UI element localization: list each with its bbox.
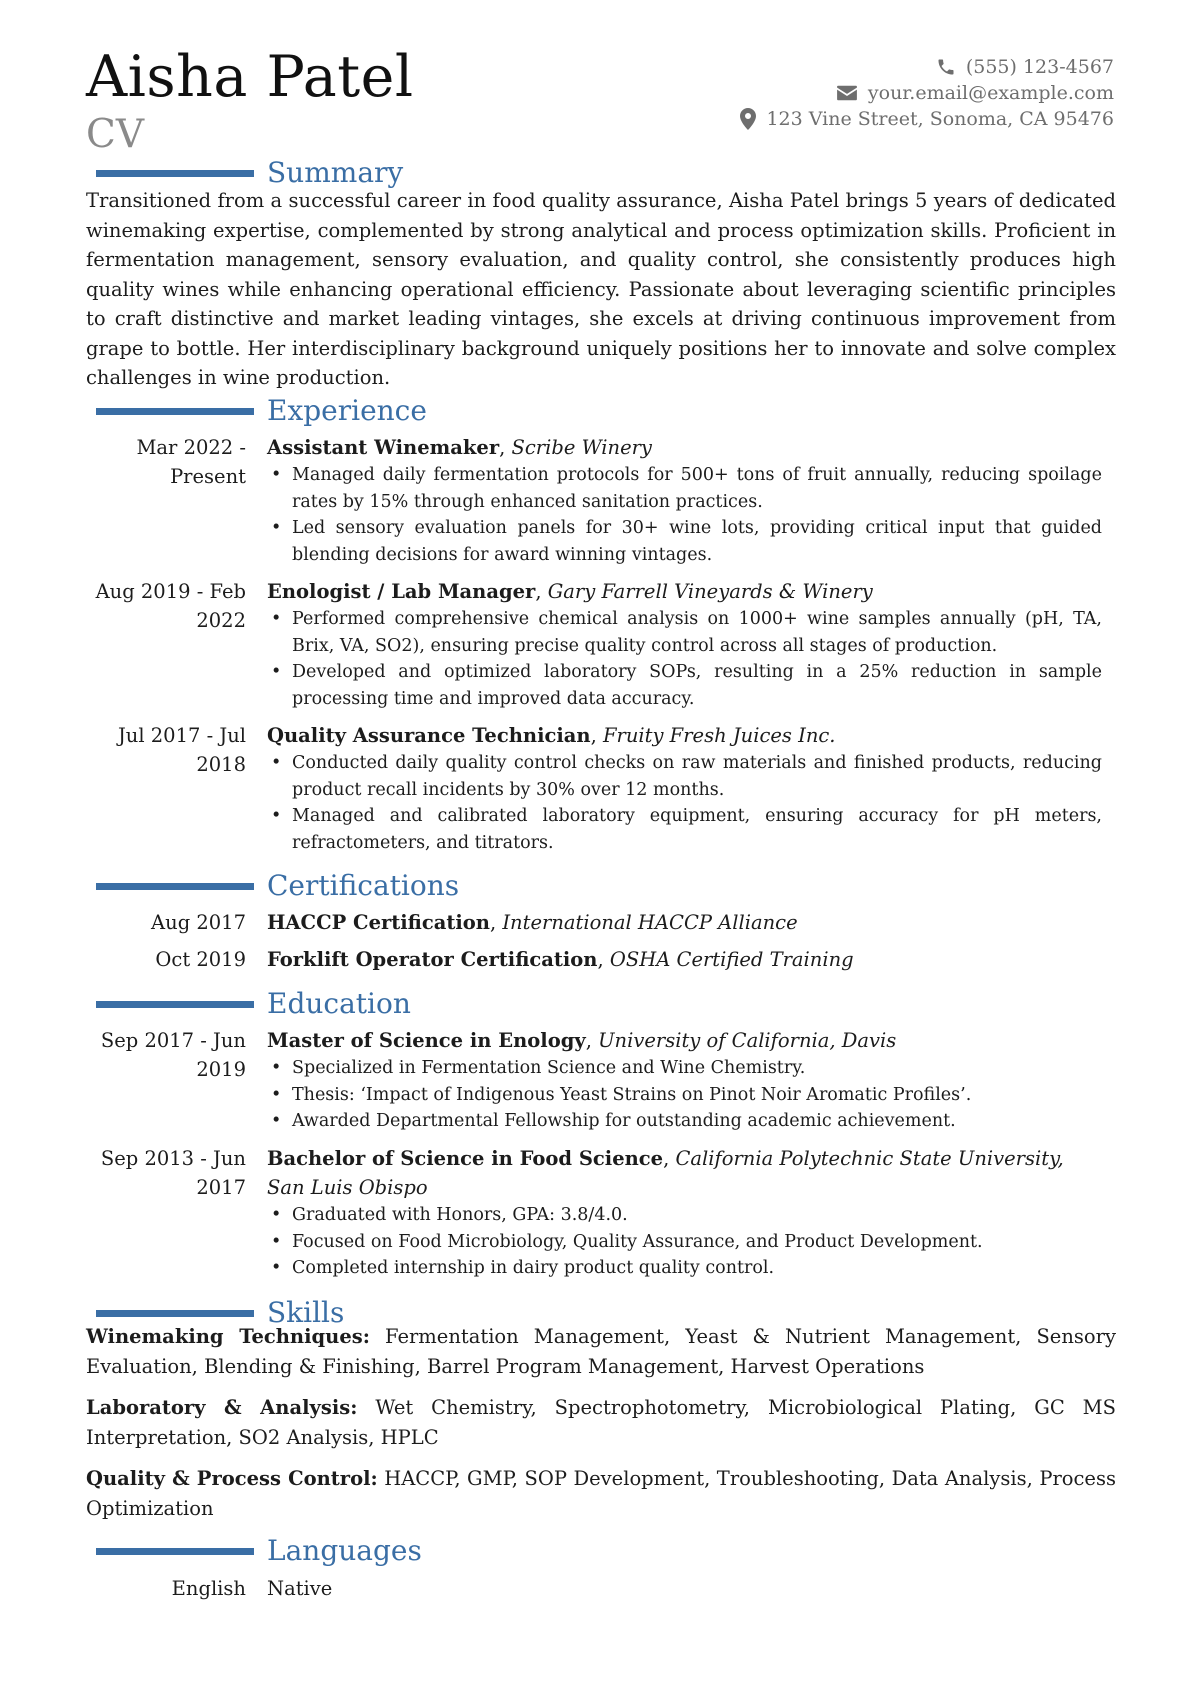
employer: Fruity Fresh Juices Inc. [602, 724, 836, 747]
section-rule [96, 1310, 254, 1317]
phone-number: (555) 123-4567 [965, 56, 1114, 78]
section-rule [96, 883, 254, 890]
entry-date: Mar 2022 - Present [136, 436, 246, 488]
institution: California Polytechnic State University, San Luis Obispo [267, 1147, 1064, 1199]
section-title: Languages [267, 1534, 422, 1567]
entry-date: Aug 2019 - Feb 2022 [95, 580, 246, 632]
contact-email [836, 80, 1114, 106]
language-name: English [171, 1577, 246, 1600]
entry-body [267, 721, 1102, 856]
section-title: Summary [267, 156, 404, 189]
entry-body [267, 1574, 1102, 1603]
bullet-item: • Focused on Food Microbiology, Quality Assurance, and Product Development. [267, 1229, 1102, 1256]
skill-group-items: Wet Chemistry, Spectrophotometry, Microbiological Plating, GC MS Interpretation, SO2 Analysis, HPLC [86, 1396, 1117, 1449]
skill-group-label: Quality & Process Control: [86, 1467, 378, 1490]
bullet-item: • Completed internship in dairy product quality control. [267, 1255, 1102, 1282]
skill-group-items: Fermentation Management, Yeast & Nutrient Management, Sensory Evaluation, Blending & Finishing, Barrel Program Management, Harvest Operations [86, 1325, 1116, 1378]
entry-heading: Master of Science in Enology, University of California, Davis [267, 1029, 897, 1052]
entry-bullets [267, 1055, 1102, 1135]
skill-group-label: Winemaking Techniques: [86, 1325, 370, 1348]
bullet-item: • Specialized in Fermentation Science and Wine Chemistry. [267, 1055, 1102, 1082]
section-title: Experience [267, 394, 427, 427]
institution: University of California, Davis [598, 1029, 897, 1052]
bullet-item: • Performed comprehensive chemical analysis on 1000+ wine samples annually (pH, TA, Brix, VA, SO2), ensuring precise quality control across all stages of production. [267, 606, 1102, 659]
bullet-item: • Conducted daily quality control checks on raw materials and finished products, reducing product recall incidents by 30% over 12 months. [267, 750, 1102, 803]
email-address: your.email@example.com [867, 82, 1114, 104]
section-rule [96, 1548, 254, 1555]
phone-icon [936, 57, 956, 77]
certifying-body: International HACCP Alliance [502, 911, 798, 934]
employer: Scribe Winery [511, 436, 652, 459]
entry-body [267, 1026, 1102, 1135]
entry-heading: Bachelor of Science in Food Science, California Polytechnic State University, San Luis Obispo [267, 1147, 1064, 1199]
contact-phone [936, 54, 1114, 80]
entry-date: Oct 2019 [155, 948, 246, 971]
entry-bullets [267, 1202, 1102, 1282]
skill-group-items: HACCP, GMP, SOP Development, Troubleshooting, Data Analysis, Process Optimization [86, 1467, 1116, 1520]
certification-title: HACCP Certification [267, 911, 490, 934]
skill-group-label: Laboratory & Analysis: [86, 1396, 358, 1419]
degree-title: Bachelor of Science in Food Science [267, 1147, 664, 1170]
bullet-item: • Led sensory evaluation panels for 30+ wine lots, providing critical input that guided blending decisions for award winning vintages. [267, 515, 1102, 568]
document-subtitle: CV [86, 112, 145, 157]
entry-body [267, 908, 1102, 937]
entry-heading: Quality Assurance Technician, Fruity Fresh Juices Inc. [267, 724, 836, 747]
bullet-item: • Awarded Departmental Fellowship for outstanding academic achievement. [267, 1108, 1102, 1135]
map-pin-icon [740, 108, 756, 130]
skill-group [86, 1464, 1116, 1523]
section-experience [0, 393, 1190, 431]
bullet-item: • Graduated with Honors, GPA: 3.8/4.0. [267, 1202, 1102, 1229]
summary-text: Transitioned from a successful career in food quality assurance, Aisha Patel brings 5 years of dedicated winemaking expertise, complemented by strong analytical and process optimization skills. Proficient in fermentation management, sensory evaluation, and quality control, she consistently produces high quality wines while enhancing operational efficiency. Passionate about leveraging scientific principles to craft distinctive and market leading vintages, she excels at driving continuous improvement from grape to bottle. Her interdisciplinary background uniquely positions her to innovate and solve complex challenges in wine production. [86, 189, 1116, 389]
entry-heading: HACCP Certification, International HACCP Alliance [267, 911, 798, 934]
certification-title: Forklift Operator Certification [267, 948, 598, 971]
degree-title: Master of Science in Enology [267, 1029, 586, 1052]
entry-heading: Forklift Operator Certification, OSHA Certified Training [267, 948, 854, 971]
entry-date: Sep 2017 - Jun 2019 [100, 1029, 246, 1081]
job-title: Assistant Winemaker [267, 436, 500, 459]
entry-date: Aug 2017 [151, 911, 246, 934]
language-level: Native [267, 1577, 333, 1600]
certifying-body: OSHA Certified Training [609, 948, 854, 971]
employer: Gary Farrell Vineyards & Winery [547, 580, 873, 603]
envelope-icon [836, 84, 858, 102]
postal-address: 123 Vine Street, Sonoma, CA 95476 [766, 108, 1114, 130]
entry-date: Jul 2017 - Jul 2018 [117, 724, 246, 776]
section-rule [96, 170, 254, 177]
bullet-item: • Thesis: ‘Impact of Indigenous Yeast Strains on Pinot Noir Aromatic Profiles’. [267, 1082, 1102, 1109]
entry-heading: Assistant Winemaker, Scribe Winery [267, 436, 652, 459]
skill-group [86, 1393, 1116, 1452]
contact-address [740, 106, 1114, 132]
entry-body [267, 945, 1102, 974]
entry-body [267, 433, 1102, 568]
job-title: Quality Assurance Technician [267, 724, 591, 747]
entry-body [267, 1144, 1102, 1282]
bullet-item: • Managed daily fermentation protocols for 500+ tons of fruit annually, reducing spoilage rates by 15% through enhanced sanitation practices. [267, 462, 1102, 515]
section-title: Skills [267, 1296, 345, 1329]
entry-date: Sep 2013 - Jun 2017 [100, 1147, 246, 1199]
entry-bullets [267, 462, 1102, 568]
entry-bullets [267, 606, 1102, 712]
section-education [0, 986, 1190, 1024]
skill-group [86, 1322, 1116, 1381]
bullet-item: • Developed and optimized laboratory SOPs, resulting in a 25% reduction in sample processing time and improved data accuracy. [267, 659, 1102, 712]
section-rule [96, 408, 254, 415]
section-languages [0, 1533, 1190, 1571]
section-certifications [0, 868, 1190, 906]
section-title: Certifications [267, 869, 460, 902]
entry-bullets [267, 750, 1102, 856]
entry-heading: Enologist / Lab Manager, Gary Farrell Vineyards & Winery [267, 580, 873, 603]
candidate-name: Aisha Patel [86, 44, 414, 110]
section-rule [96, 1001, 254, 1008]
bullet-item: • Managed and calibrated laboratory equipment, ensuring accuracy for pH meters, refractometers, and titrators. [267, 803, 1102, 856]
job-title: Enologist / Lab Manager [267, 580, 536, 603]
section-title: Education [267, 987, 411, 1020]
entry-body [267, 577, 1102, 712]
